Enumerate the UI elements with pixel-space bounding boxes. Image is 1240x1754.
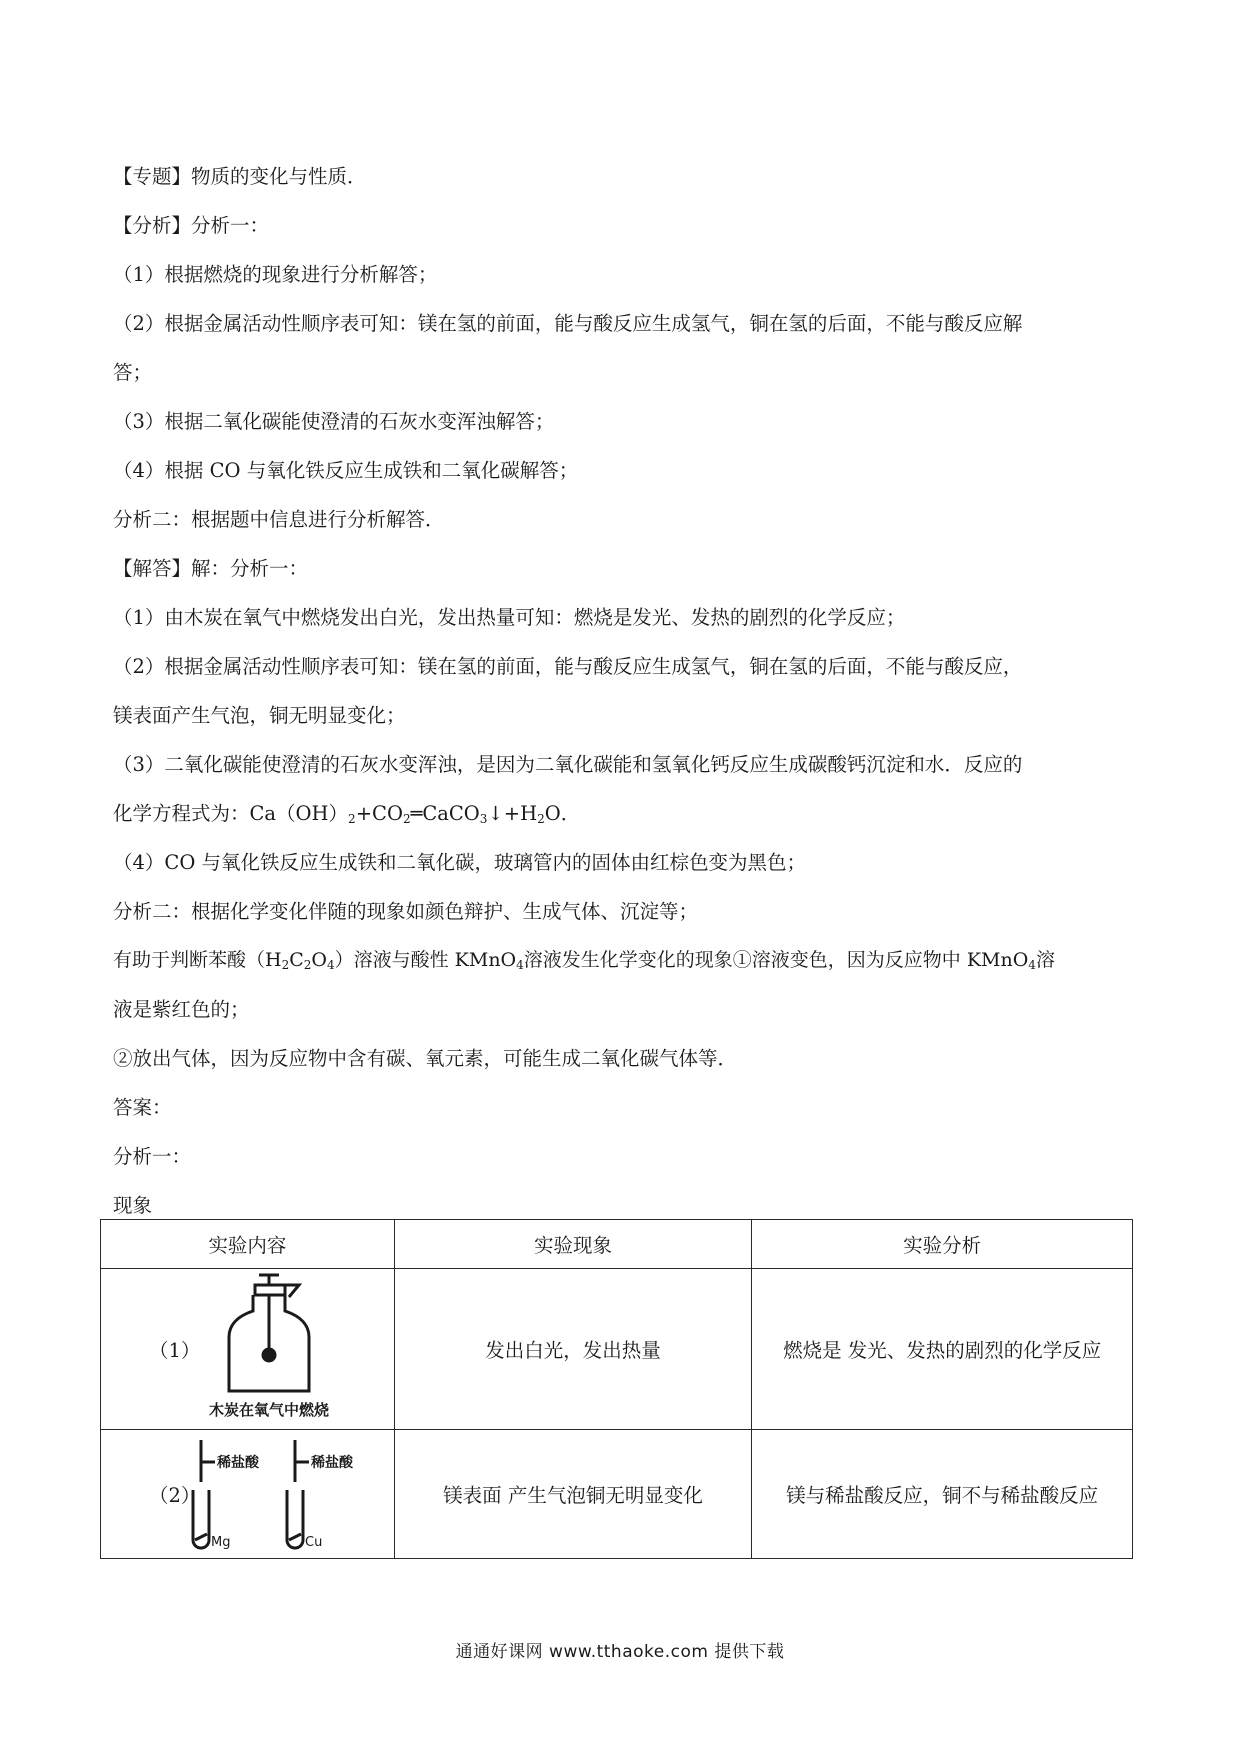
solution-item-3: （3）二氧化碳能使澄清的石灰水变浑浊，是因为二氧化碳能和氢氧化钙反应生成碳酸钙沉淀和水．反应的 [113,753,1023,776]
subscript: 4 [1028,958,1036,972]
gas-jar-icon [189,1271,349,1399]
table-header: 实验分析 [752,1220,1133,1269]
analysis-heading: 【分析】分析一： [113,214,270,237]
row-number: （1） [149,1339,201,1362]
solution-item-4: （4）CO 与氧化铁反应生成铁和二氧化碳，玻璃管内的固体由红棕色变为黑色； [113,851,807,874]
row-number: （2） [149,1484,201,1507]
analysis-cell: 燃烧是 发光、发热的剧烈的化学反应 [752,1269,1133,1430]
solution-two: 分析二：根据化学变化伴随的现象如颜色辩护、生成气体、沉淀等； [113,900,699,923]
table-row [101,1269,1133,1430]
page-footer: 通通好课网 www.tthaoke.com 提供下载 [455,1642,785,1662]
table-header-row [101,1220,1133,1269]
equation-text: ═CaCO [410,802,480,825]
phenomenon-cell: 镁表面 产生气泡铜无明显变化 [394,1430,752,1559]
solution-two-detail [113,936,1131,985]
document-body [113,152,1131,1230]
solution-heading: 【解答】解：分析一： [113,557,309,580]
subscript: 2 [402,812,411,826]
answer-heading: 答案： [113,1096,172,1119]
acid-label: 稀盐酸 [217,1455,259,1471]
analysis-item-2-cont: 答； [113,361,153,384]
analysis-item-4: （4）根据 CO 与氧化铁反应生成铁和二氧化碳解答； [113,459,579,482]
equation-text: 化学方程式为：Ca（OH） [113,802,349,825]
metal-label: Cu [305,1535,323,1550]
subscript: 4 [326,958,335,972]
experiment-table [100,1219,1133,1559]
equation-text: ↓+H [487,802,538,825]
detail-text: C [289,949,304,971]
detail-text: O [311,949,327,971]
detail-text: 溶 [1035,949,1055,971]
analysis-two: 分析二：根据题中信息进行分析解答． [113,508,445,531]
analysis-cell: 镁与稀盐酸反应，铜不与稀盐酸反应 [752,1430,1133,1559]
subscript: 3 [479,812,488,826]
solution-two-detail-cont: 液是紫红色的； [113,998,250,1021]
subscript: 2 [303,958,312,972]
test-tubes-icon [189,1436,369,1554]
solution-item-1: （1）由木炭在氧气中燃烧发出白光，发出热量可知：燃烧是发光、发热的剧烈的化学反应； [113,606,906,629]
phenomenon-cell: 发出白光，发出热量 [394,1269,752,1430]
table-header: 实验内容 [101,1220,395,1269]
acid-label: 稀盐酸 [311,1455,353,1471]
analysis-item-3: （3）根据二氧化碳能使澄清的石灰水变浑浊解答； [113,410,555,433]
subscript: 2 [348,812,356,826]
solution-item-2: （2）根据金属活动性顺序表可知：镁在氢的前面，能与酸反应生成氢气，铜在氢的后面，不能与酸反应， [113,655,1023,678]
analysis-item-2: （2）根据金属活动性顺序表可知：镁在氢的前面，能与酸反应生成氢气，铜在氢的后面，不能与酸反应解 [113,312,1023,335]
detail-text: 溶液发生化学变化的现象①溶液变色，因为反应物中 KMnO [523,949,1029,971]
analysis-item-1: （1）根据燃烧的现象进行分析解答； [113,263,438,286]
answer-phenomenon: 现象 [113,1194,153,1217]
table-header: 实验现象 [394,1220,752,1269]
detail-text: 有助于判断苯酸（H [113,949,282,971]
solution-item-2-cont: 镁表面产生气泡，铜无明显变化； [113,704,406,727]
figure-caption: 木炭在氧气中燃烧 [208,1401,329,1419]
subscript: 2 [281,958,290,972]
test-tubes-figure [189,1436,369,1554]
answer-analysis-one: 分析一： [113,1145,192,1168]
solution-two-gas: ②放出气体，因为反应物中含有碳、氧元素，可能生成二氧化碳气体等． [113,1047,738,1070]
experiment-content-cell [101,1430,395,1559]
gas-jar-figure [189,1271,349,1427]
experiment-content-cell [101,1269,395,1430]
chemical-equation [113,789,1131,838]
table-row [101,1430,1133,1559]
detail-text: ）溶液与酸性 KMnO [334,949,517,971]
subscript: 2 [537,812,545,826]
equation-text: O． [544,802,581,825]
metal-label: Mg [211,1535,231,1550]
topic-line: 【专题】物质的变化与性质． [113,165,367,188]
equation-text: +CO [355,802,403,825]
subscript: 4 [516,958,524,972]
